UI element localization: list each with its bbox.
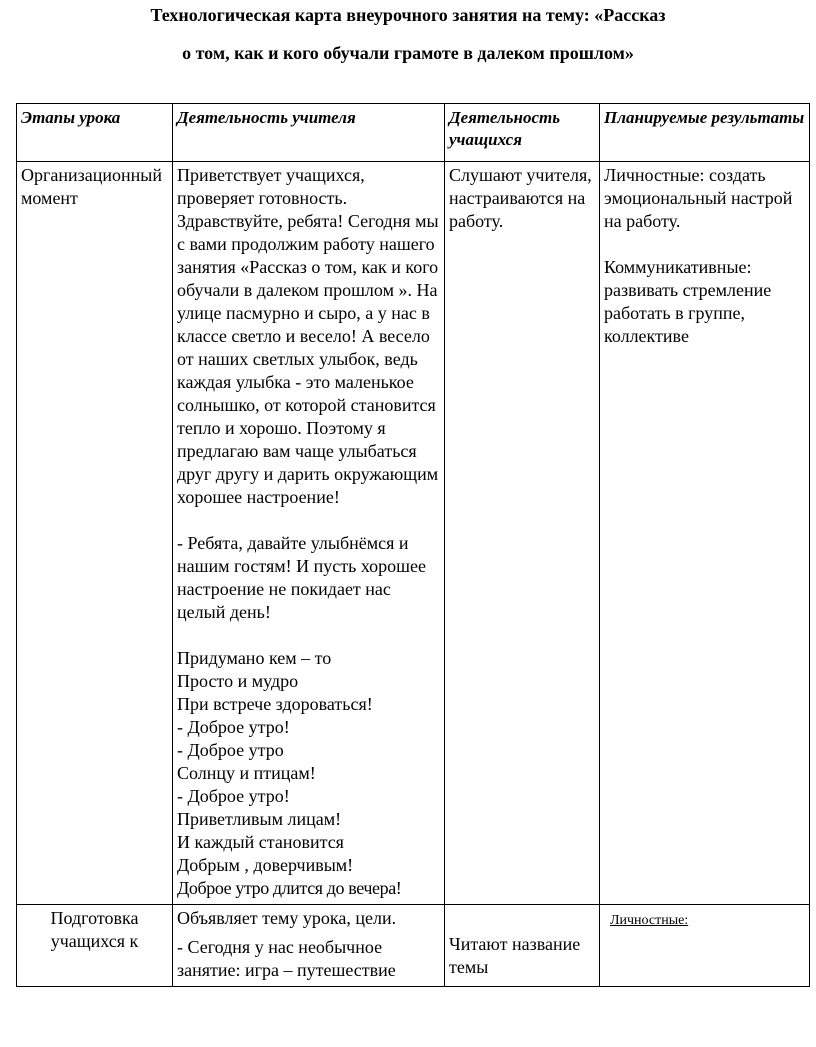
- student-activity-cell: [445, 162, 600, 905]
- student-activity-text: Читают название темы: [449, 934, 581, 977]
- stage-cell: [17, 162, 173, 905]
- poem-line: - Доброе утро!: [177, 717, 290, 737]
- teacher-paragraph: Объявляет тему урока, цели.: [177, 908, 397, 928]
- personal-result: Личностные: создать эмоциональный настрой на работу.: [604, 165, 793, 231]
- spacer: [177, 624, 440, 647]
- poem-line: Приветливым лицам!: [177, 809, 342, 829]
- table-row: [17, 162, 810, 905]
- planned-results-cell: [600, 905, 810, 987]
- teacher-paragraph: - Сегодня у нас необычное занятие: игра – путешествие: [177, 937, 396, 980]
- poem-line: Добрым , доверчивым!: [177, 855, 354, 875]
- planned-results-cell: [600, 162, 810, 905]
- poem-line: Просто и мудро: [177, 671, 299, 691]
- teacher-activity-cell: [173, 162, 445, 905]
- poem-line: - Доброе утро!: [177, 786, 290, 806]
- stage-label: Подготовка учащихся к: [50, 908, 139, 951]
- header-student-activity: Деятельность учащихся: [445, 104, 600, 162]
- teacher-paragraph: Приветствует учащихся, проверяет готовность. Здравствуйте, ребята! Сегодня мы с вами продолжим работу нашего занятия «Рассказ о том, как и кого обучали в далеком прошлом ». На улице пасмурно и сыро, а у нас в классе светло и весело! А весело от наших светлых улыбок, ведь каждая улыбка - это маленькое солнышко, от которой становится тепло и хорошо. Поэтому я предлагаю вам чаще улыбаться друг другу и дарить окружающим хорошее настроение!: [177, 165, 439, 507]
- lesson-plan-table: [16, 103, 810, 987]
- header-teacher-activity: Деятельность учителя: [173, 104, 445, 162]
- communicative-result: Коммуникативные: развивать стремление работать в группе, коллективе: [604, 257, 772, 346]
- poem-line: При встрече здороваться!: [177, 694, 373, 714]
- stage-cell: [17, 905, 173, 987]
- header-planned-results: Планируемые результаты: [600, 104, 810, 162]
- student-activity-cell: [445, 905, 600, 987]
- poem-line: Придумано кем – то: [177, 648, 332, 668]
- stage-label: Организационный момент: [21, 165, 162, 208]
- poem-line: И каждый становится: [177, 832, 344, 852]
- header-stages: Этапы урока: [17, 104, 173, 162]
- student-activity-text: Слушают учителя, настраиваются на работу.: [449, 165, 592, 231]
- personal-result: Личностные:: [610, 913, 689, 928]
- table-header-row: [17, 104, 810, 162]
- poem-line: Доброе утро длится до вечера!: [177, 878, 402, 898]
- document-title-line-2: о том, как и кого обучали грамоте в далеком прошлом»: [182, 43, 634, 63]
- document-title-line-1: Технологическая карта внеурочного занятия на тему: «Рассказ: [150, 5, 666, 25]
- teacher-paragraph: - Ребята, давайте улыбнёмся и нашим гостям! И пусть хорошее настроение не покидает нас целый день!: [177, 533, 427, 622]
- table-row: [17, 905, 810, 987]
- poem-line: Солнцу и птицам!: [177, 763, 316, 783]
- teacher-activity-cell: [173, 905, 445, 987]
- spacer: [604, 233, 805, 256]
- poem-line: - Доброе утро: [177, 740, 284, 760]
- spacer: [177, 509, 440, 532]
